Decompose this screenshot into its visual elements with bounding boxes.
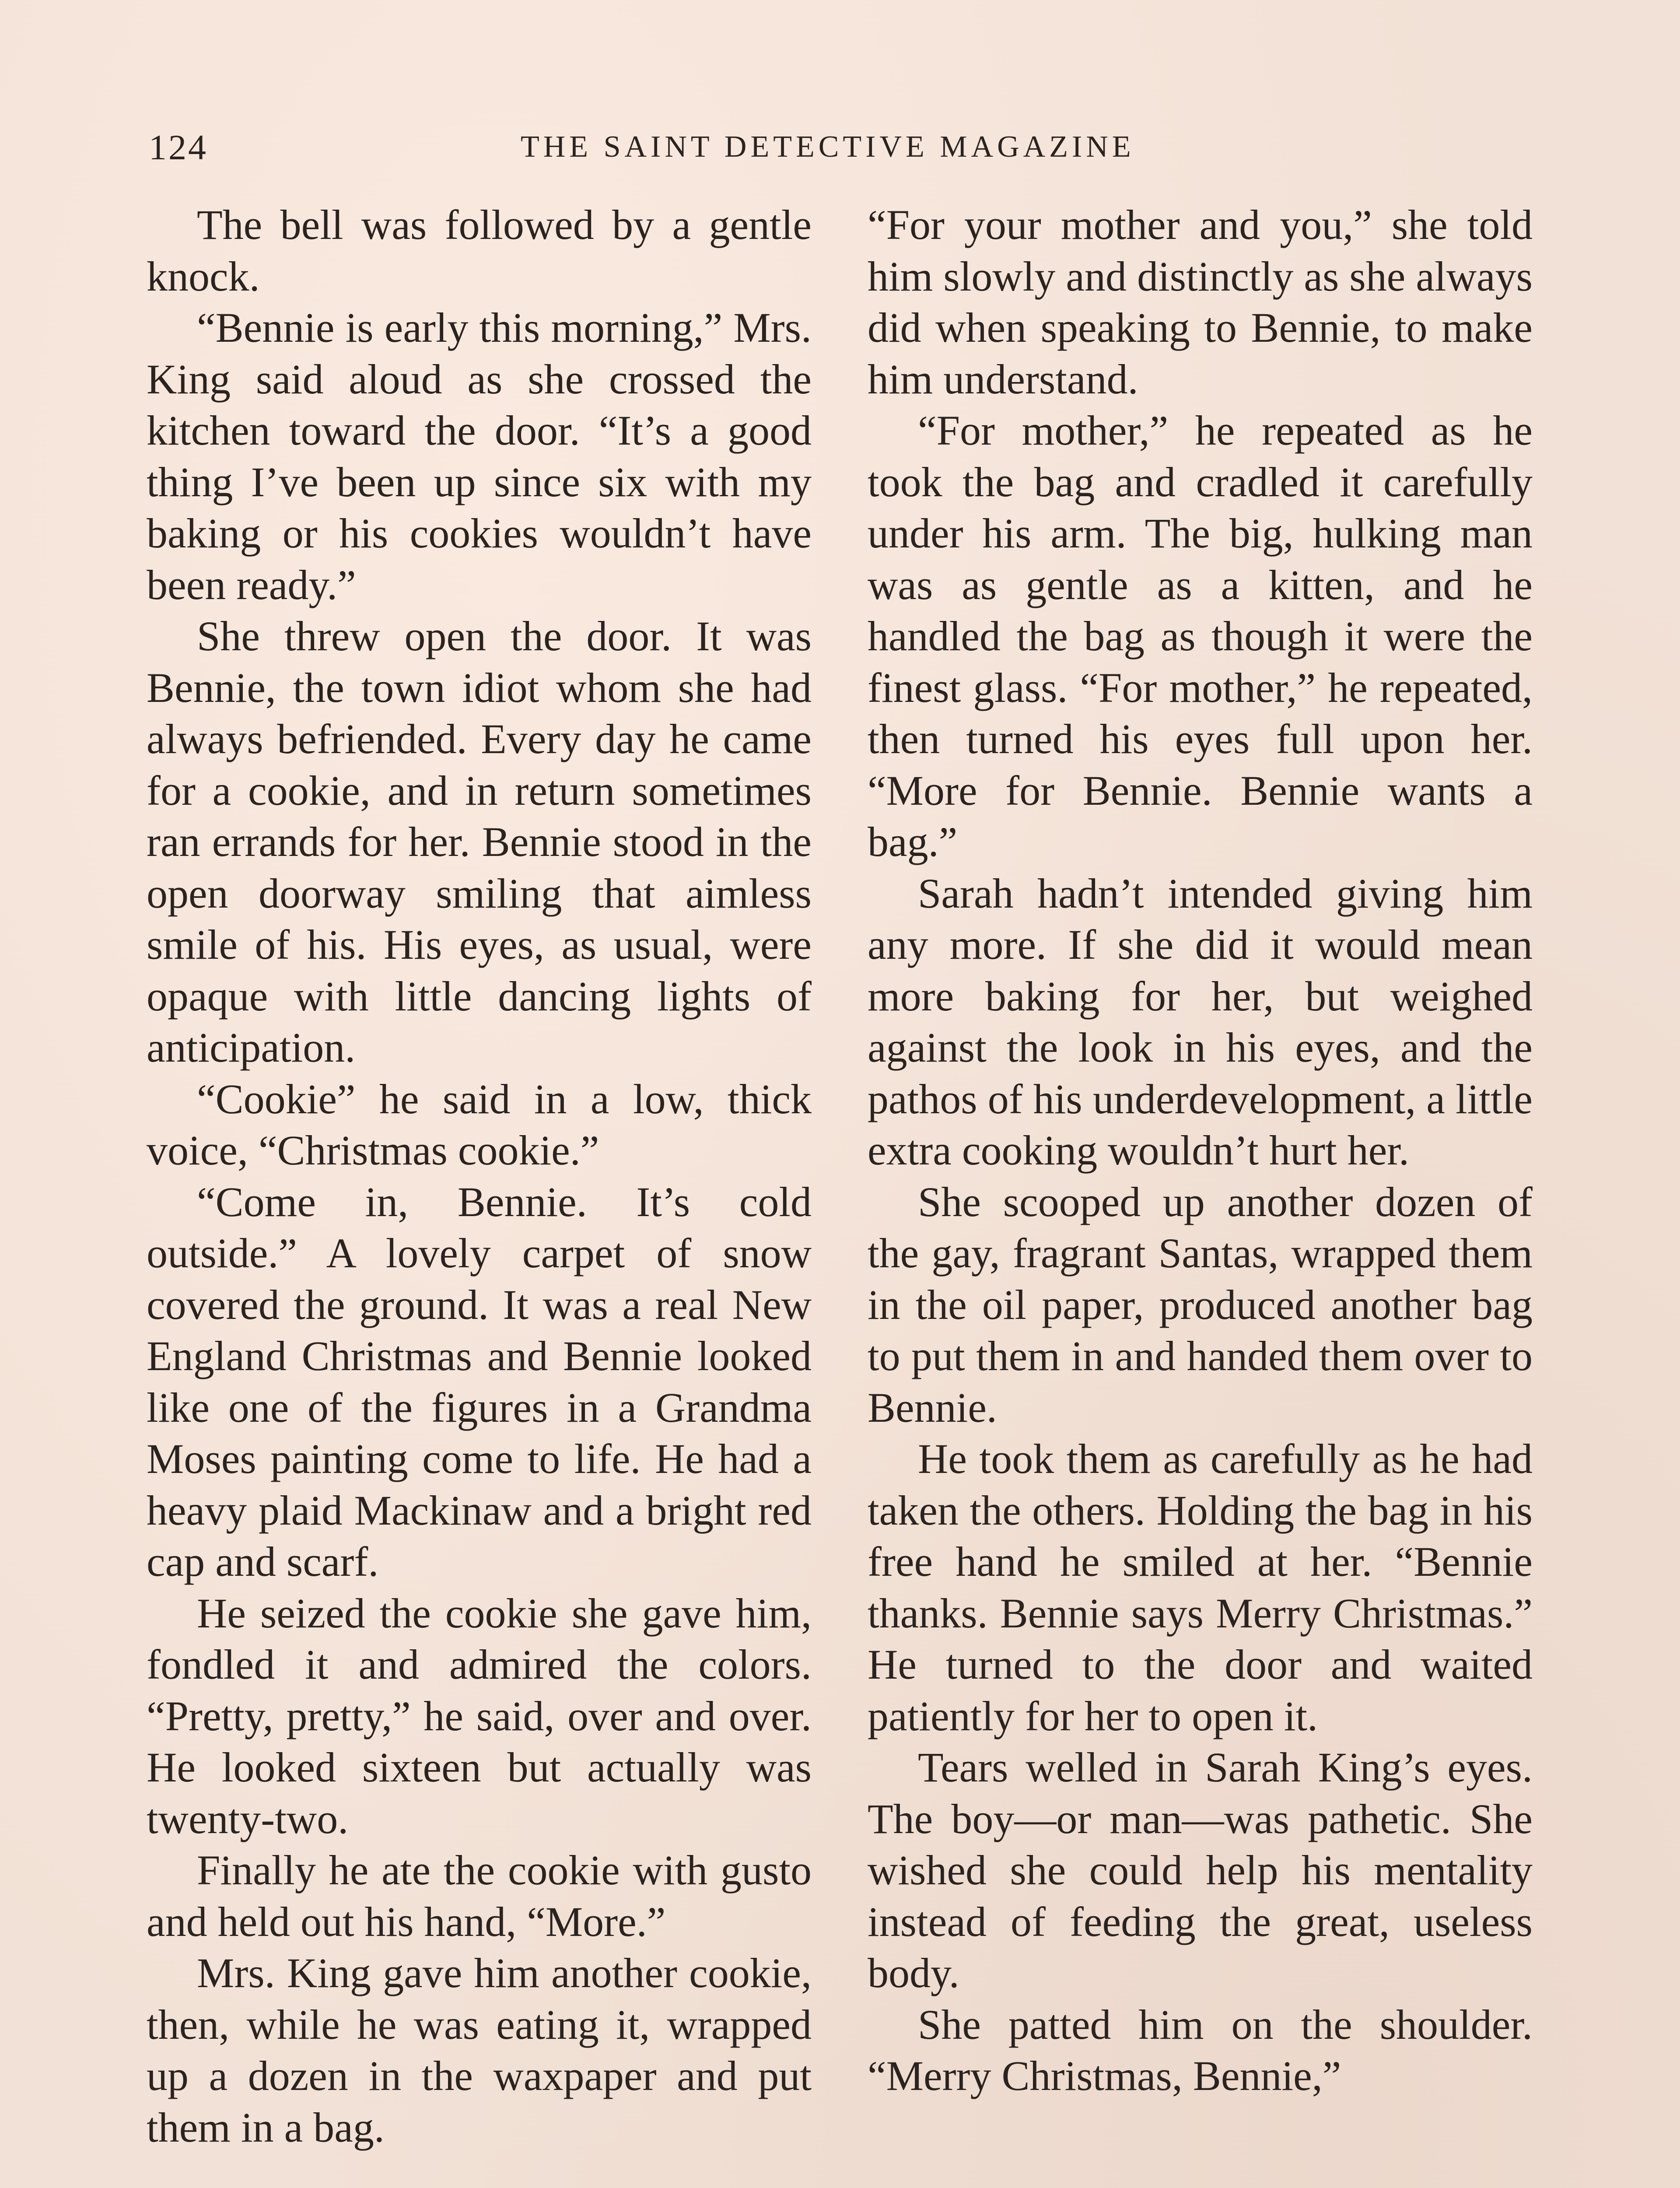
- page-number: 124: [149, 127, 208, 167]
- running-head: [149, 127, 1536, 175]
- paragraph: “For your mother and you,” she told him slowly and distinctly as she always did when speaking to Bennie, to make him understand.: [868, 201, 1533, 403]
- paragraph: Sarah hadn’t intended giving him any more. If she did it would mean more baking for her, but weighed against the look in his eyes, and the pathos of his underdevelopment, a little extra cooking wouldn’t hurt her.: [868, 870, 1533, 1174]
- paragraph: She patted him on the shoulder. “Merry Christmas, Bennie,”: [868, 2001, 1533, 2099]
- left-text-column: [147, 199, 812, 2153]
- paragraph: The bell was followed by a gentle knock.: [147, 201, 812, 300]
- paragraph: She threw open the door. It was Bennie, the town idiot whom she had always befriended. Every day he came for a cookie, and in return sometimes ran errands for her. Bennie stood in the open doorway smiling that aimless smile of his. His eyes, as usual, were opaque with little dancing lights of anticipation.: [147, 613, 812, 1071]
- paragraph: She scooped up another dozen of the gay, fragrant Santas, wrapped them in the oil paper, produced another bag to put them in and handed them over to Bennie.: [868, 1178, 1533, 1431]
- paragraph: “For mother,” he repeated as he took the bag and cradled it carefully under his arm. The big, hulking man was as gentle as a kitten, and he handled the bag as though it were the finest glass. “For mother,” he repeated, then turned his eyes full upon her. “More for Bennie. Bennie wants a bag.”: [868, 407, 1533, 865]
- paragraph: “Come in, Bennie. It’s cold outside.” A lovely carpet of snow covered the ground. It was a real New England Christmas and Bennie looked like one of the figures in a Grandma Moses painting come to life. He had a heavy plaid Mackinaw and a bright red cap and scarf.: [147, 1178, 812, 1585]
- paragraph: “Bennie is early this morning,” Mrs. King said aloud as she crossed the kitchen toward the door. “It’s a good thing I’ve been up since six with my baking or his cookies wouldn’t have been ready.”: [147, 304, 812, 608]
- paragraph: He seized the cookie she gave him, fondled it and admired the colors. “Pretty, pretty,” he said, over and over. He looked sixteen but actually was twenty-two.: [147, 1589, 812, 1842]
- right-text-column: [868, 199, 1533, 2102]
- paragraph: Mrs. King gave him another cookie, then, while he was eating it, wrapped up a dozen in the waxpaper and put them in a bag.: [147, 1950, 812, 2151]
- magazine-title: THE SAINT DETECTIVE MAGAZINE: [521, 130, 1135, 164]
- paragraph: Finally he ate the cookie with gusto and held out his hand, “More.”: [147, 1847, 812, 1945]
- paragraph: He took them as carefully as he had taken the others. Holding the bag in his free hand he smiled at her. “Bennie thanks. Bennie says Merry Christmas.” He turned to the door and waited patiently for her to open it.: [868, 1435, 1533, 1739]
- paragraph: Tears welled in Sarah King’s eyes. The boy—or man—was pathetic. She wished she could help his mentality instead of feeding the great, useless body.: [868, 1744, 1533, 1996]
- paragraph: “Cookie” he said in a low, thick voice, “Christmas cookie.”: [147, 1075, 812, 1174]
